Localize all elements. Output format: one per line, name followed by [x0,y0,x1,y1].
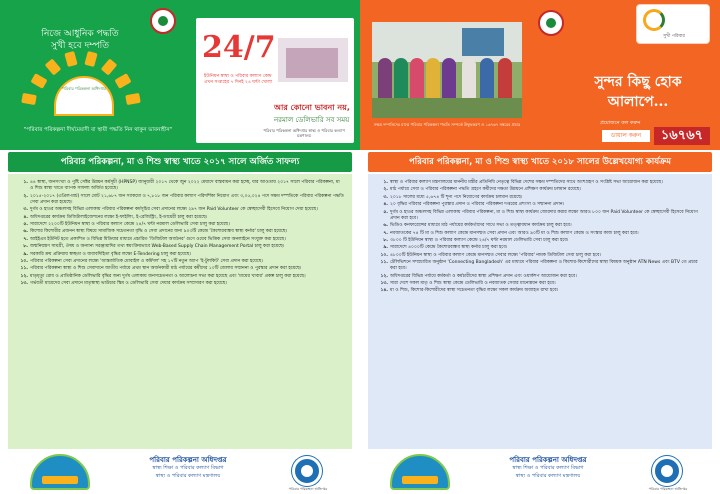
list-item [16,215,344,221]
list-item [376,245,704,251]
list-item [376,210,704,222]
list-item-text: স্বাস্থ্য ও পরিবার কল্যাণ মন্ত্রণালয়ের মাননীয় মন্ত্রীর প্রতিনিধি নেতৃত্বে বিভিন্ন দেশের সক্ষম দম্পতিদের সাথে অংশগ্রহণ ও সংশ্লিষ্ট সভা আয়োজন করা হয়েছে। [390,180,663,185]
list-item-text: মাতৃমৃত্যু রোধ ও প্রাতিষ্ঠানিক ডেলিভারি বৃদ্ধির জন্য দুর্গম এলাকায় জনসচেতনতা ও আলোচনা সভা করা হয়েছে এবং 'মায়ের খাবার' প্রকল্প চালু করা হয়েছে। [30,273,306,279]
list-item-number: ১২. [20,273,28,279]
list-item-text: সারাদেশে ২২০০টি ইউনিয়ন স্বাস্থ্য ও পরিবার কল্যাণ কেন্দ্রে ২৪/৭ ঘন্টা নরমাল ডেলিভারি সেবা চালু করা হয়েছে। [30,221,230,227]
list-item [16,244,344,250]
list-item-text: ভিডিও কনফারেন্সের মাধ্যমে মাঠ পর্যায়ের কর্মকর্তাদের সাথে সভা ও তত্ত্বাবধান কার্যক্রম চালু করা হবে। [390,223,572,229]
list-item [16,281,344,287]
footer-line-2: স্বাস্থ্য শিক্ষা ও পরিবার কল্যাণ বিভাগ [512,465,584,471]
red-tagline: আর কোনো ভাবনা নয়, [274,103,350,112]
section-header-2018: পরিবার পরিকল্পনা, মা ও শিশু স্বাস্থ্য খাতে ২০১৮ সালের উল্লেখযোগ্য কার্যক্রম [368,152,712,172]
footer-text [118,456,258,480]
list-item-number: ১০. [20,258,28,264]
list-item-number: ৮. [383,237,388,243]
list-item-number: ৭. [383,230,388,236]
sun-logo [24,46,144,118]
banner-orange [360,0,720,150]
list-item [376,281,704,287]
family-planning-logo [390,454,450,490]
poster-2018 [360,0,720,494]
footer-text [478,456,618,480]
counseling-photo [372,22,522,118]
seal-caption: পরিবার পরিকল্পনা অধিদপ্তর [288,487,328,491]
footer-line-2: স্বাস্থ্য শিক্ষা ও পরিবার কল্যাণ বিভাগ [152,465,224,471]
banner-green [0,0,360,150]
list-item-text: গর্ভবতী মায়েদের সেবা প্রদানে মাতৃস্বাস্থ্য ভাউচার স্কিম ও ডেলিভারি সেবা দেয়ার কার্যক্রম সম্প্রসারণ করা হয়েছে। [30,281,227,287]
list-item [376,260,704,272]
directorate-seal-icon [652,456,682,486]
list-item-number: ৬. [383,223,388,229]
list-item-text: ২০১৮ সালের মধ্যে ৫,৬৭৪ টি শূন্য পদে নিয়োগের কার্যক্রম চলমান রয়েছে। [390,194,523,200]
hotline-number: ১৬৭৬৭ [654,127,710,145]
list-item [376,202,704,208]
government-emblem-icon [538,10,564,36]
list-item-text: মা ও শিশু, কিশোর-কিশোরীদের স্বাস্থ্য সচেতনতা বৃদ্ধির লক্ষ্যে সকল কার্যক্রম অব্যাহত রাখা হবে। [390,288,559,294]
dial-button: ডায়াল করুন [602,130,650,142]
dial-label: প্রয়োজনে কল করুন [600,120,641,126]
list-item-number: ১১. [380,260,388,266]
tagline-line-2: আলাপে... [607,94,669,110]
list-item [376,187,704,193]
list-item [376,238,704,244]
list-item-text: সারা দেশে সকল মাতৃ ও শিশু স্বাস্থ্য কেন্দ্রে ডেলিভারি ও নবজাতক সেবার মানোন্নয়ন করা হবে। [390,281,556,287]
list-item [16,180,344,192]
list-item-text: দুর্গম ও হাওর অঞ্চলসহ বিভিন্ন এলাকায় পরিবার পরিকল্পনা, মা ও শিশু স্বাস্থ্য কার্যক্রম জোরদার করার লক্ষ্যে আরও ৮০০ জন Paid Volunteer কে স্বেচ্ছাসেবী হিসেবে নিয়োগ প্রদান করা হবে। [390,209,698,221]
list-item-number: ৪. [383,202,388,208]
list-item-text: পরিবার পরিকল্পনা স্বাস্থ্য ও শিশু সেবাদানে জাতীয় পর্যায়ে প্রথম স্থান অর্জনকারী মাঠ পর্যায়ের কর্মীদের ১০টি জেলায় সম্মাননা ও পুরস্কার প্রদান করা হয়েছে। [30,266,302,272]
list-item [376,195,704,201]
list-item [16,222,344,228]
list-item-text: পরিবার পরিকল্পনা সেবা প্রদানের লক্ষ্যে 'আন্তর্জাতিক মোবাইল ও কর্মিদল' সহ ১৭টি নতুন অ্যাপ 'ই-টুলকিট' সেবা প্রদান করা হয়েছে। [30,258,263,264]
footer-right [368,452,712,492]
list-item-text: ৪৪ স্বাস্থ্য, জনসংখ্যা ও পুষ্টি সেক্টর উন্নয়ন কর্মসূচী (HPNSP) জানুয়ারী ২০১৭ থেকে জুন ২০২২ মেয়াদে বাস্তবায়ন করা হচ্ছে, যার আওতায় ২০১৭ সালে পরিবার পরিকল্পনা, মা ও শিশু স্বাস্থ্য খাতে ব্যাপক সাফল্য অর্জিত হয়েছে। [30,180,340,192]
government-emblem-icon [150,8,176,34]
list-item-number: ৬. [23,229,28,235]
clinic-building-image [278,38,348,82]
slogan-line-1: নিজে আধুনিক পদ্ধতি [41,29,119,39]
quote: "পরিবার পরিকল্পনা দীর্ঘমেয়াদী বা স্থায়ী পদ্ধতি নিন থাকুন ভাবনাহীন" [23,127,173,133]
list-item-text: জন্মনিয়ন্ত্রণ সামগ্রী, ঔষধ ও অন্যান্য সরঞ্জামাদির তথ্য স্বয়ংক্রিয়ভাবে Web-Based Supply Chain Management Portal চালু করা হয়েছে। [30,244,285,250]
list-item-text: ২০ বৃদ্ধির পরিবার পরিকল্পনা পুরস্কার প্রদান ও পরিবার পরিকল্পনা দপ্তরের প্রশংসা ও সম্মাননা প্রদান। [390,202,565,208]
activities-list [368,174,712,449]
seal-caption: পরিবার পরিকল্পনা অধিদপ্তর [648,487,688,491]
list-item [16,229,344,235]
list-item-number: ১৩. [380,281,388,287]
list-item-text: অধিদপ্তরের কার্যক্রম ডিজিটালাইজেশনের লক্ষ্যে ই-ফাইলিং, ই-রেজিস্ট্রিং, ই-ডায়েরী চালু করা হয়েছে। [30,214,208,220]
card-24-7 [196,18,354,143]
list-item-text: ৪৮০০টি ইউনিয়ন স্বাস্থ্য ও পরিবার কল্যাণ কেন্দ্রে মানসম্মত সেবার লক্ষ্যে 'পরিবার' নামক ডিজিটাল সেবা চালু করা হবে। [390,252,601,258]
slogan-line-2: সুখী হবে দম্পতি [51,41,109,51]
list-item-number: ১. [383,180,388,185]
list-item [376,180,704,186]
list-item [16,194,344,206]
list-item-number: ১২. [380,273,388,279]
list-item-text: আইইএম ইউনিট হতে প্রকাশিত ও বিভিন্ন মিডিয়ার মাধ্যমে প্রচারিত 'ডিজিটাল অর্জনের' গুণে ওয়েব ভিত্তিক সেবা অনলাইনে সংযুক্ত করা হয়েছে। [30,236,286,242]
list-item-number: ৯. [383,245,388,251]
list-item [376,288,704,294]
footer-line-3: স্বাস্থ্য ও পরিবার কল্যাণ মন্ত্রণালয় [515,473,581,479]
list-item-number: ৯. [23,251,28,257]
list-item-number: ১৪. [380,288,388,294]
list-item [16,252,344,258]
list-item [376,253,704,259]
green-tagline: নরমাল ডেলিভারি সব সময় [274,116,350,124]
list-item [16,237,344,243]
list-item-text: সরকারি ক্রয় প্রক্রিয়ায় স্বচ্ছতা ও জবাবদিহিতা বৃদ্ধির লক্ষ্যে E-Tendering চালু করা হয়েছে। [30,251,191,257]
list-item-number: ৩. [23,207,28,213]
list-item-number: ৫. [23,221,28,227]
family-planning-logo [30,454,90,490]
happy-family-logo [636,4,710,44]
list-item [16,274,344,280]
sun-core: পরিবার পরিকল্পনা অধিদপ্তর [54,76,114,116]
list-item [376,231,704,237]
family-icon [643,9,665,31]
list-item-text: ২০১৫-২০১৭ (এপ্রিল-মার্চ) সালে মোট ২১,৬৮৭ জন স্যাকমো ও ৭,৮১৮ জন পরিবার কল্যাণ পরিদর্শিকা নিয়োগ এবং ৩,০৫,০২৪ পদে সক্ষম দম্পতিকে পরিবার পরিকল্পনা পদ্ধতি সেবা প্রদান করা হয়েছে। [30,193,344,205]
list-item-number: ১. [23,180,28,185]
photo-caption: সক্ষম দম্পতিদের মাঝে পরিবার পরিকল্পনা পদ্ধতি সম্পর্কে উদ্বুদ্ধকরণ ও ১৬৭৬৭ নম্বরের প্রচার [373,122,521,127]
list-item-number: ১৩. [20,281,28,287]
list-item-number: ৩. [383,194,388,200]
list-item-text: নবজাতকের ৭৪ টি মা ও শিশু কল্যাণ কেন্দ্রে মানসম্মত সেবা প্রদান এবং আরও ৯০টি মা ও শিশু কল্যাণ কেন্দ্রে ও সংস্কার কাজ চালু করা হবে। [390,230,639,236]
card-footer: পরিবার পরিকল্পনা অধিদপ্তর স্বাস্থ্য ও পরিবার কল্যাণ মন্ত্রণালয় [263,128,345,138]
label-24-7: 24/7 [202,30,276,65]
list-item-text: দুর্গম ও হাওর অঞ্চলসহ বিভিন্ন এলাকায় পরিবার পরিকল্পনা কর্মসূচির সেবা প্রদানের লক্ষ্যে ২৯৭ জন Paid Volunteer কে স্বেচ্ছাসেবী হিসেবে নিয়োগ দেয়া হয়েছে। [30,207,318,213]
list-item-text: কিশোর কিশোরীর প্রজনন স্বাস্থ্য বিষয়ে সামাজিক সচেতনতা বৃদ্ধি ও সেবা প্রদানের জন্য ৯০৩টি কেন্দ্রে 'কৈশোরবান্ধব স্বাস্থ্য কর্নার' চালু করা হয়েছে। [30,229,288,235]
list-item [16,207,344,213]
list-item-number: ২. [383,187,388,193]
list-item-text: মাঠ পর্যায়ে সেবা ও পরিবার পরিকল্পনা পদ্ধতি গ্রহণে কর্মীদের দক্ষতা উন্নয়নে প্রশিক্ষণ কার্যক্রম চলমান রয়েছে। [390,187,581,193]
list-item-number: ১০. [380,252,388,258]
list-item-text: ৩৮০০ টি ইউনিয়ন স্বাস্থ্য ও পরিবার কল্যাণ কেন্দ্রে ২৪/৭ ঘন্টা নরমাল ডেলিভারি সেবা চালু করা হবে। [390,237,569,243]
happy-family-caption: সুখী পরিবার [663,34,685,39]
list-item-number: ১১. [20,266,28,272]
list-item-text: অধিদপ্তরের বিভিন্ন পর্যায়ে কর্মকর্তা ও কর্মচারীদের স্বাস্থ্য প্রশিক্ষণ প্রদান এবং ওয়ার্কশপ আয়োজন করা হবে। [390,273,577,279]
list-item-text: সারাদেশে ৪০০০টি কেন্দ্রে কৈশোরবান্ধব স্বাস্থ্য কর্নার চালু করা হবে। [390,245,508,251]
list-item [16,259,344,265]
list-item-number: ৭. [23,236,28,242]
footer-line-3: স্বাস্থ্য ও পরিবার কল্যাণ মন্ত্রণালয় [155,473,221,479]
achievements-list [8,174,352,449]
list-item [376,274,704,280]
footer-left [8,452,352,492]
footer-title: পরিবার পরিকল্পনা অধিদপ্তর [509,456,587,464]
tagline-script [568,72,708,112]
list-item-text: টেলিভিশনে সম্প্রচারিত অনুষ্ঠান 'Connecting Bangladesh' এর মাধ্যমে পরিবার পরিকল্পনা ও কিশোর-কিশোরীদের স্বাস্থ্য বিষয়ক অনুষ্ঠান ATN News এবং BTV তে প্রচার করা হবে। [390,260,698,272]
list-item-number: ৫. [383,209,388,215]
label-24-7-tag: ইউনিয়ন স্বাস্থ্য ও পরিবার কল্যাণ কেন্দ্র এখন সপ্তাহের ৭ দিনই ২৪ ঘন্টা খোলা [204,74,273,85]
list-item-number: ৮. [23,244,28,250]
list-item [16,266,344,272]
list-item [376,223,704,229]
footer-title: পরিবার পরিকল্পনা অধিদপ্তর [149,456,227,464]
list-item-number: ২. [23,193,28,199]
section-header-2017: পরিবার পরিকল্পনা, মা ও শিশু স্বাস্থ্য খাতে ২০১৭ সালে অর্জিত সাফল্য [8,152,352,172]
tagline-line-1: সুন্দর কিছু হোক [594,74,682,90]
list-item-number: ৪. [23,214,28,220]
directorate-seal-icon [292,456,322,486]
